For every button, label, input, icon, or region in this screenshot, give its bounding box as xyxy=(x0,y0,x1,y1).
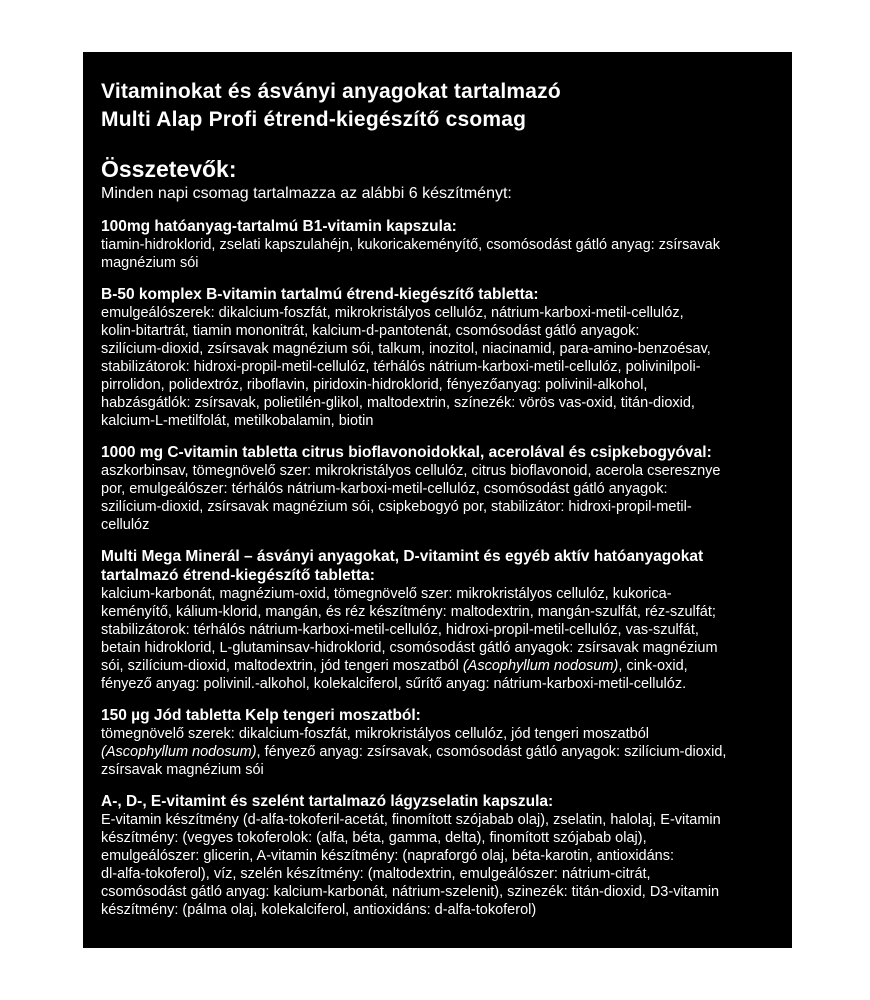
ingredient-text: kalcium-L-metilfolát, metilkobalamin, biotin xyxy=(101,413,374,429)
ingredient-text: magnézium sói xyxy=(101,255,199,271)
section-heading-line: tartalmazó étrend-kiegészítő tabletta: xyxy=(101,567,375,584)
section-heading-line: Multi Mega Minerál – ásványi anyagokat, D-vitamint és egyéb aktív hatóanyagokat xyxy=(101,548,704,565)
ingredient-text: betain hidroklorid, L-glutaminsav-hidroklorid, csomósodást gátló anyagok: zsírsavak magnézium xyxy=(101,640,718,656)
ingredient-text: kalcium-karbonát, magnézium-oxid, tömegnövelő szer: mikrokristályos cellulóz, kukorica- xyxy=(101,586,672,602)
supplement-label-panel xyxy=(83,52,792,948)
body-line xyxy=(101,322,776,340)
body-line xyxy=(101,585,776,603)
latin-species-name: (Ascophyllum nodosum) xyxy=(101,744,257,760)
section-body xyxy=(101,585,776,693)
body-line xyxy=(101,725,776,743)
body-line xyxy=(101,865,776,883)
ingredient-text: stabilizátorok: hidroxi-propil-metil-cellulóz, térhálós nátrium-karboxi-metil-cellulóz, polivinilpoli- xyxy=(101,359,701,375)
body-line xyxy=(101,675,776,693)
ingredient-text: készítmény: (vegyes tokoferolok: (alfa, béta, gamma, delta), finomított szójabab olaj), xyxy=(101,830,647,846)
ingredient-section xyxy=(101,443,776,534)
ingredient-text: emulgeálószerek: dikalcium-foszfát, mikrokristályos cellulóz, nátrium-karboxi-metil-cellulóz, xyxy=(101,305,684,321)
section-heading-line: 100mg hatóanyag-tartalmú B1-vitamin kapszula: xyxy=(101,218,457,235)
body-line xyxy=(101,621,776,639)
body-line xyxy=(101,901,776,919)
ingredient-text: stabilizátorok: térhálós nátrium-karboxi-metil-cellulóz, hidroxi-propil-metil-cellulóz, vas-szulfát, xyxy=(101,622,699,638)
section-heading xyxy=(101,792,776,811)
ingredient-sections xyxy=(101,217,776,919)
ingredient-text: sói, szilícium-dioxid, maltodextrin, jód tengeri moszatból xyxy=(101,658,463,674)
section-body xyxy=(101,725,776,779)
section-body xyxy=(101,462,776,534)
ingredient-text: kolin-bitartrát, tiamin mononitrát, kalcium-d-pantotenát, csomósodást gátló anyagok: xyxy=(101,323,640,339)
section-body xyxy=(101,811,776,919)
section-heading-line: 150 µg Jód tabletta Kelp tengeri moszatból: xyxy=(101,707,421,724)
ingredients-heading: Összetevők: xyxy=(101,156,237,182)
ingredient-text: dl-alfa-tokoferol), víz, szelén készítmény: (maltodextrin, emulgeálószer: nátrium-citrát, xyxy=(101,866,651,882)
body-line xyxy=(101,394,776,412)
ingredient-text: aszkorbinsav, tömegnövelő szer: mikrokristályos cellulóz, citrus bioflavonoid, acerola cseresznye xyxy=(101,463,721,479)
product-title-line-2: Multi Alap Profi étrend-kiegészítő csomag xyxy=(101,108,527,131)
section-heading-line: B-50 komplex B-vitamin tartalmú étrend-kiegészítő tabletta: xyxy=(101,286,539,303)
body-line xyxy=(101,236,776,254)
ingredient-text: zsírsavak magnézium sói xyxy=(101,762,264,778)
body-line xyxy=(101,516,776,534)
body-line xyxy=(101,376,776,394)
body-line xyxy=(101,883,776,901)
ingredient-section xyxy=(101,547,776,693)
ingredient-text: keményítő, kálium-klorid, mangán, és réz készítmény: maltodextrin, mangán-szulfát, réz-szulfát; xyxy=(101,604,716,620)
ingredient-text: cellulóz xyxy=(101,517,150,533)
body-line xyxy=(101,412,776,430)
ingredient-section xyxy=(101,285,776,430)
section-heading xyxy=(101,706,776,725)
product-title xyxy=(101,78,776,134)
body-line xyxy=(101,639,776,657)
body-line xyxy=(101,847,776,865)
ingredient-text: tiamin-hidroklorid, zselati kapszulahéjn, kukoricakeményítő, csomósodást gátló anyag: zsírsavak xyxy=(101,237,720,253)
ingredient-text: , cink-oxid, xyxy=(618,658,688,674)
body-line xyxy=(101,462,776,480)
ingredient-text: készítmény: (pálma olaj, kolekalciferol, antioxidáns: d-alfa-tokoferol) xyxy=(101,902,537,918)
body-line xyxy=(101,498,776,516)
body-line xyxy=(101,603,776,621)
body-line xyxy=(101,811,776,829)
ingredient-text: emulgeálószer: glicerin, A-vitamin készítmény: (napraforgó olaj, béta-karotin, antioxidáns: xyxy=(101,848,675,864)
section-heading xyxy=(101,217,776,236)
body-line xyxy=(101,480,776,498)
body-line xyxy=(101,743,776,761)
section-heading-line: 1000 mg C-vitamin tabletta citrus bioflavonoidokkal, acerolával és csipkebogyóval: xyxy=(101,444,712,461)
ingredient-text: csomósodást gátló anyag: kalcium-karbonát, nátrium-szelenit), szinezék: titán-dioxid, D3-vitamin xyxy=(101,884,720,900)
ingredient-text: habzásgátlók: zsírsavak, polietilén-glikol, maltodextrin, színezék: vörös vas-oxid, titán-dioxid, xyxy=(101,395,695,411)
body-line xyxy=(101,761,776,779)
ingredient-text: tömegnövelő szerek: dikalcium-foszfát, mikrokristályos cellulóz, jód tengeri moszatból xyxy=(101,726,649,742)
section-heading-line: A-, D-, E-vitamint és szelént tartalmazó lágyzselatin kapszula: xyxy=(101,793,554,810)
section-body xyxy=(101,236,776,272)
ingredient-text: pirrolidon, polidextróz, riboflavin, piridoxin-hidroklorid, fényezőanyag: polivinil-alkohol, xyxy=(101,377,648,393)
ingredient-text: E-vitamin készítmény (d-alfa-tokoferil-acetát, finomított szójabab olaj), zselatin, halolaj, E-vitamin xyxy=(101,812,721,828)
ingredient-section xyxy=(101,792,776,919)
ingredient-text: szilícium-dioxid, zsírsavak magnézium sói, talkum, inozitol, niacinamid, para-amino-benzoésav, xyxy=(101,341,711,357)
latin-species-name: (Ascophyllum nodosum) xyxy=(462,658,619,674)
section-heading xyxy=(101,443,776,462)
body-line xyxy=(101,254,776,272)
body-line xyxy=(101,304,776,322)
section-heading xyxy=(101,547,776,585)
body-line xyxy=(101,657,776,675)
product-title-line-1: Vitaminokat és ásványi anyagokat tartalmazó xyxy=(101,80,561,103)
body-line xyxy=(101,340,776,358)
ingredient-text: , fényező anyag: zsírsavak, csomósodást gátló anyagok: szilícium-dioxid, xyxy=(256,744,727,760)
intro-text: Minden napi csomag tartalmazza az alábbi 6 készítményt: xyxy=(101,185,512,202)
ingredient-section xyxy=(101,217,776,272)
ingredient-text: fényező anyag: polivinil.-alkohol, kolekalciferol, sűrítő anyag: nátrium-karboxi-metil-cellulóz. xyxy=(101,676,687,692)
ingredient-text: szilícium-dioxid, zsírsavak magnézium sói, csipkebogyó por, stabilizátor: hidroxi-propil-metil- xyxy=(101,499,692,515)
ingredient-text: por, emulgeálószer: térhálós nátrium-karboxi-metil-cellulóz, csomósodást gátló anyagok: xyxy=(101,481,668,497)
section-heading xyxy=(101,285,776,304)
section-body xyxy=(101,304,776,430)
ingredient-section xyxy=(101,706,776,779)
body-line xyxy=(101,358,776,376)
body-line xyxy=(101,829,776,847)
